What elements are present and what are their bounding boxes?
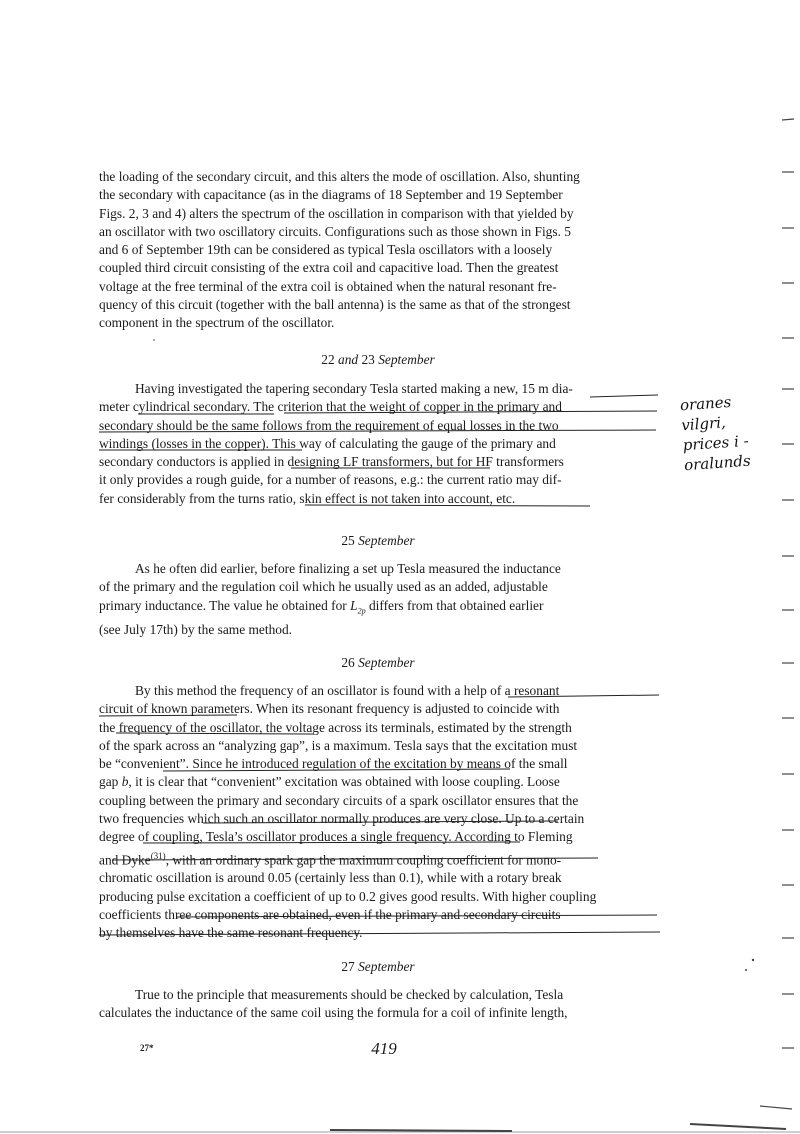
- text-line: the loading of the secondary circuit, and this alters the mode of oscillation. Also, shunting: [99, 169, 580, 184]
- text-line: coupled third circuit consisting of the extra coil and capacitive load. Then the greatest: [99, 260, 559, 276]
- text-line: Having investigated the tapering secondary Tesla started making a new, 15 m dia-: [135, 381, 573, 396]
- page-number: 419: [371, 1039, 397, 1058]
- heading-day: 25: [341, 533, 355, 548]
- text-line: and 6 of September 19th can be considered as typical Tesla oscillators with a loosely: [99, 242, 553, 258]
- text-line: As he often did earlier, before finalizing a set up Tesla measured the inductance: [135, 561, 561, 576]
- heading-month: September: [378, 352, 435, 367]
- text-line: the secondary with capacitance (as in the diagrams of 18 September and 19 September: [99, 187, 563, 203]
- text-line: Figs. 2, 3 and 4) alters the spectrum of the oscillation in comparison with that yielded by: [99, 205, 574, 221]
- text-line: producing pulse excitation a coefficient of up to 0.2 gives good results. With higher coupling: [99, 888, 597, 904]
- text-line: voltage at the free terminal of the extra coil is obtained when the natural resonant fre-: [99, 278, 557, 294]
- heading-and: and: [338, 352, 359, 367]
- text-line: fer considerably from the turns ratio, skin effect is not taken into account, etc.: [99, 490, 516, 506]
- heading-day: 26: [341, 655, 355, 670]
- handwritten-margin-note: oranes vilgri, prices i - oralunds: [679, 392, 752, 475]
- citation-ref: (31): [150, 850, 166, 861]
- heading-day: 23: [361, 352, 375, 367]
- heading-day: 22: [321, 352, 335, 367]
- text-line: an oscillator with two oscillatory circuits. Configurations such as those shown in Figs. 5: [99, 223, 571, 239]
- text-line: secondary conductors is applied in designing LF transformers, but for HF transformers: [99, 454, 564, 470]
- text-line: (see July 17th) by the same method.: [99, 621, 293, 637]
- inductance-symbol: $L_{2p}$: [350, 597, 366, 616]
- text-line: be “convenient”. Since he introduced regulation of the excitation by means of the small: [99, 756, 568, 772]
- text-fragment: primary inductance. The value he obtained for: [99, 597, 347, 613]
- text-line: True to the principle that measurements should be checked by calculation, Tesla: [135, 987, 564, 1002]
- gap-symbol: b: [121, 774, 129, 790]
- text-line: circuit of known parameters. When its resonant frequency is adjusted to coincide with: [99, 701, 560, 717]
- underline-marks: [99, 395, 660, 935]
- text-line: by themselves have the same resonant frequency.: [99, 925, 363, 941]
- text-line: By this method the frequency of an oscillator is found with a help of a resonant: [135, 683, 560, 698]
- text-line: calculates the inductance of the same coil using the formula for a coil of infinite length,: [99, 1005, 568, 1021]
- text-line: of the primary and the regulation coil which he usually used as an added, adjustable: [99, 579, 548, 595]
- heading-month: September: [358, 655, 415, 670]
- text-line: coefficients three components are obtained, even if the primary and secondary circuits: [99, 907, 561, 923]
- heading-month: September: [358, 533, 415, 548]
- heading-day: 27: [341, 959, 355, 974]
- text-line: the frequency of the oscillator, the voltage across its terminals, estimated by the strength: [99, 719, 572, 735]
- text-line: degree of coupling, Tesla’s oscillator produces a single frequency. According to Fleming: [99, 829, 573, 845]
- text-line: of the spark across an “analyzing gap”, is a maximum. Tesla says that the excitation must: [99, 737, 578, 753]
- text-line: quency of this circuit (together with the ball antenna) is the same as that of the strongest: [99, 297, 571, 313]
- text-line: it only provides a rough guide, for a number of reasons, e.g.: the current ratio may dif-: [99, 472, 562, 488]
- signature-mark: 27*: [140, 1043, 154, 1053]
- text-line: component in the spectrum of the oscillator.: [99, 315, 335, 331]
- scan-specks: [150, 339, 754, 971]
- text-line: secondary should be the same follows from the requirement of equal losses in the two: [99, 417, 559, 433]
- text-line: and Dyke$^{(31)}$, with an ordinary spark gap the maximum coupling coefficient for mono-: [99, 850, 562, 868]
- heading-month: September: [358, 959, 415, 974]
- text-line: chromatic oscillation is around 0.05 (certainly less than 0.1), while with a rotary break: [99, 870, 562, 886]
- text-line: meter cylindrical secondary. The criterion that the weight of copper in the primary and: [99, 399, 562, 415]
- text-line: windings (losses in the copper). This way of calculating the gauge of the primary and: [99, 435, 556, 451]
- text-fragment: differs from that obtained earlier: [368, 597, 544, 613]
- text-line: two frequencies which such an oscillator normally produces are very close. Up to a certain: [99, 811, 585, 827]
- text-line: gap b, it is clear that “convenient” excitation was obtained with loose coupling. Loose: [99, 774, 560, 790]
- text-line: coupling between the primary and secondary circuits of a spark oscillator ensures that the: [99, 792, 579, 808]
- scan-edge-marks: [0, 119, 800, 1132]
